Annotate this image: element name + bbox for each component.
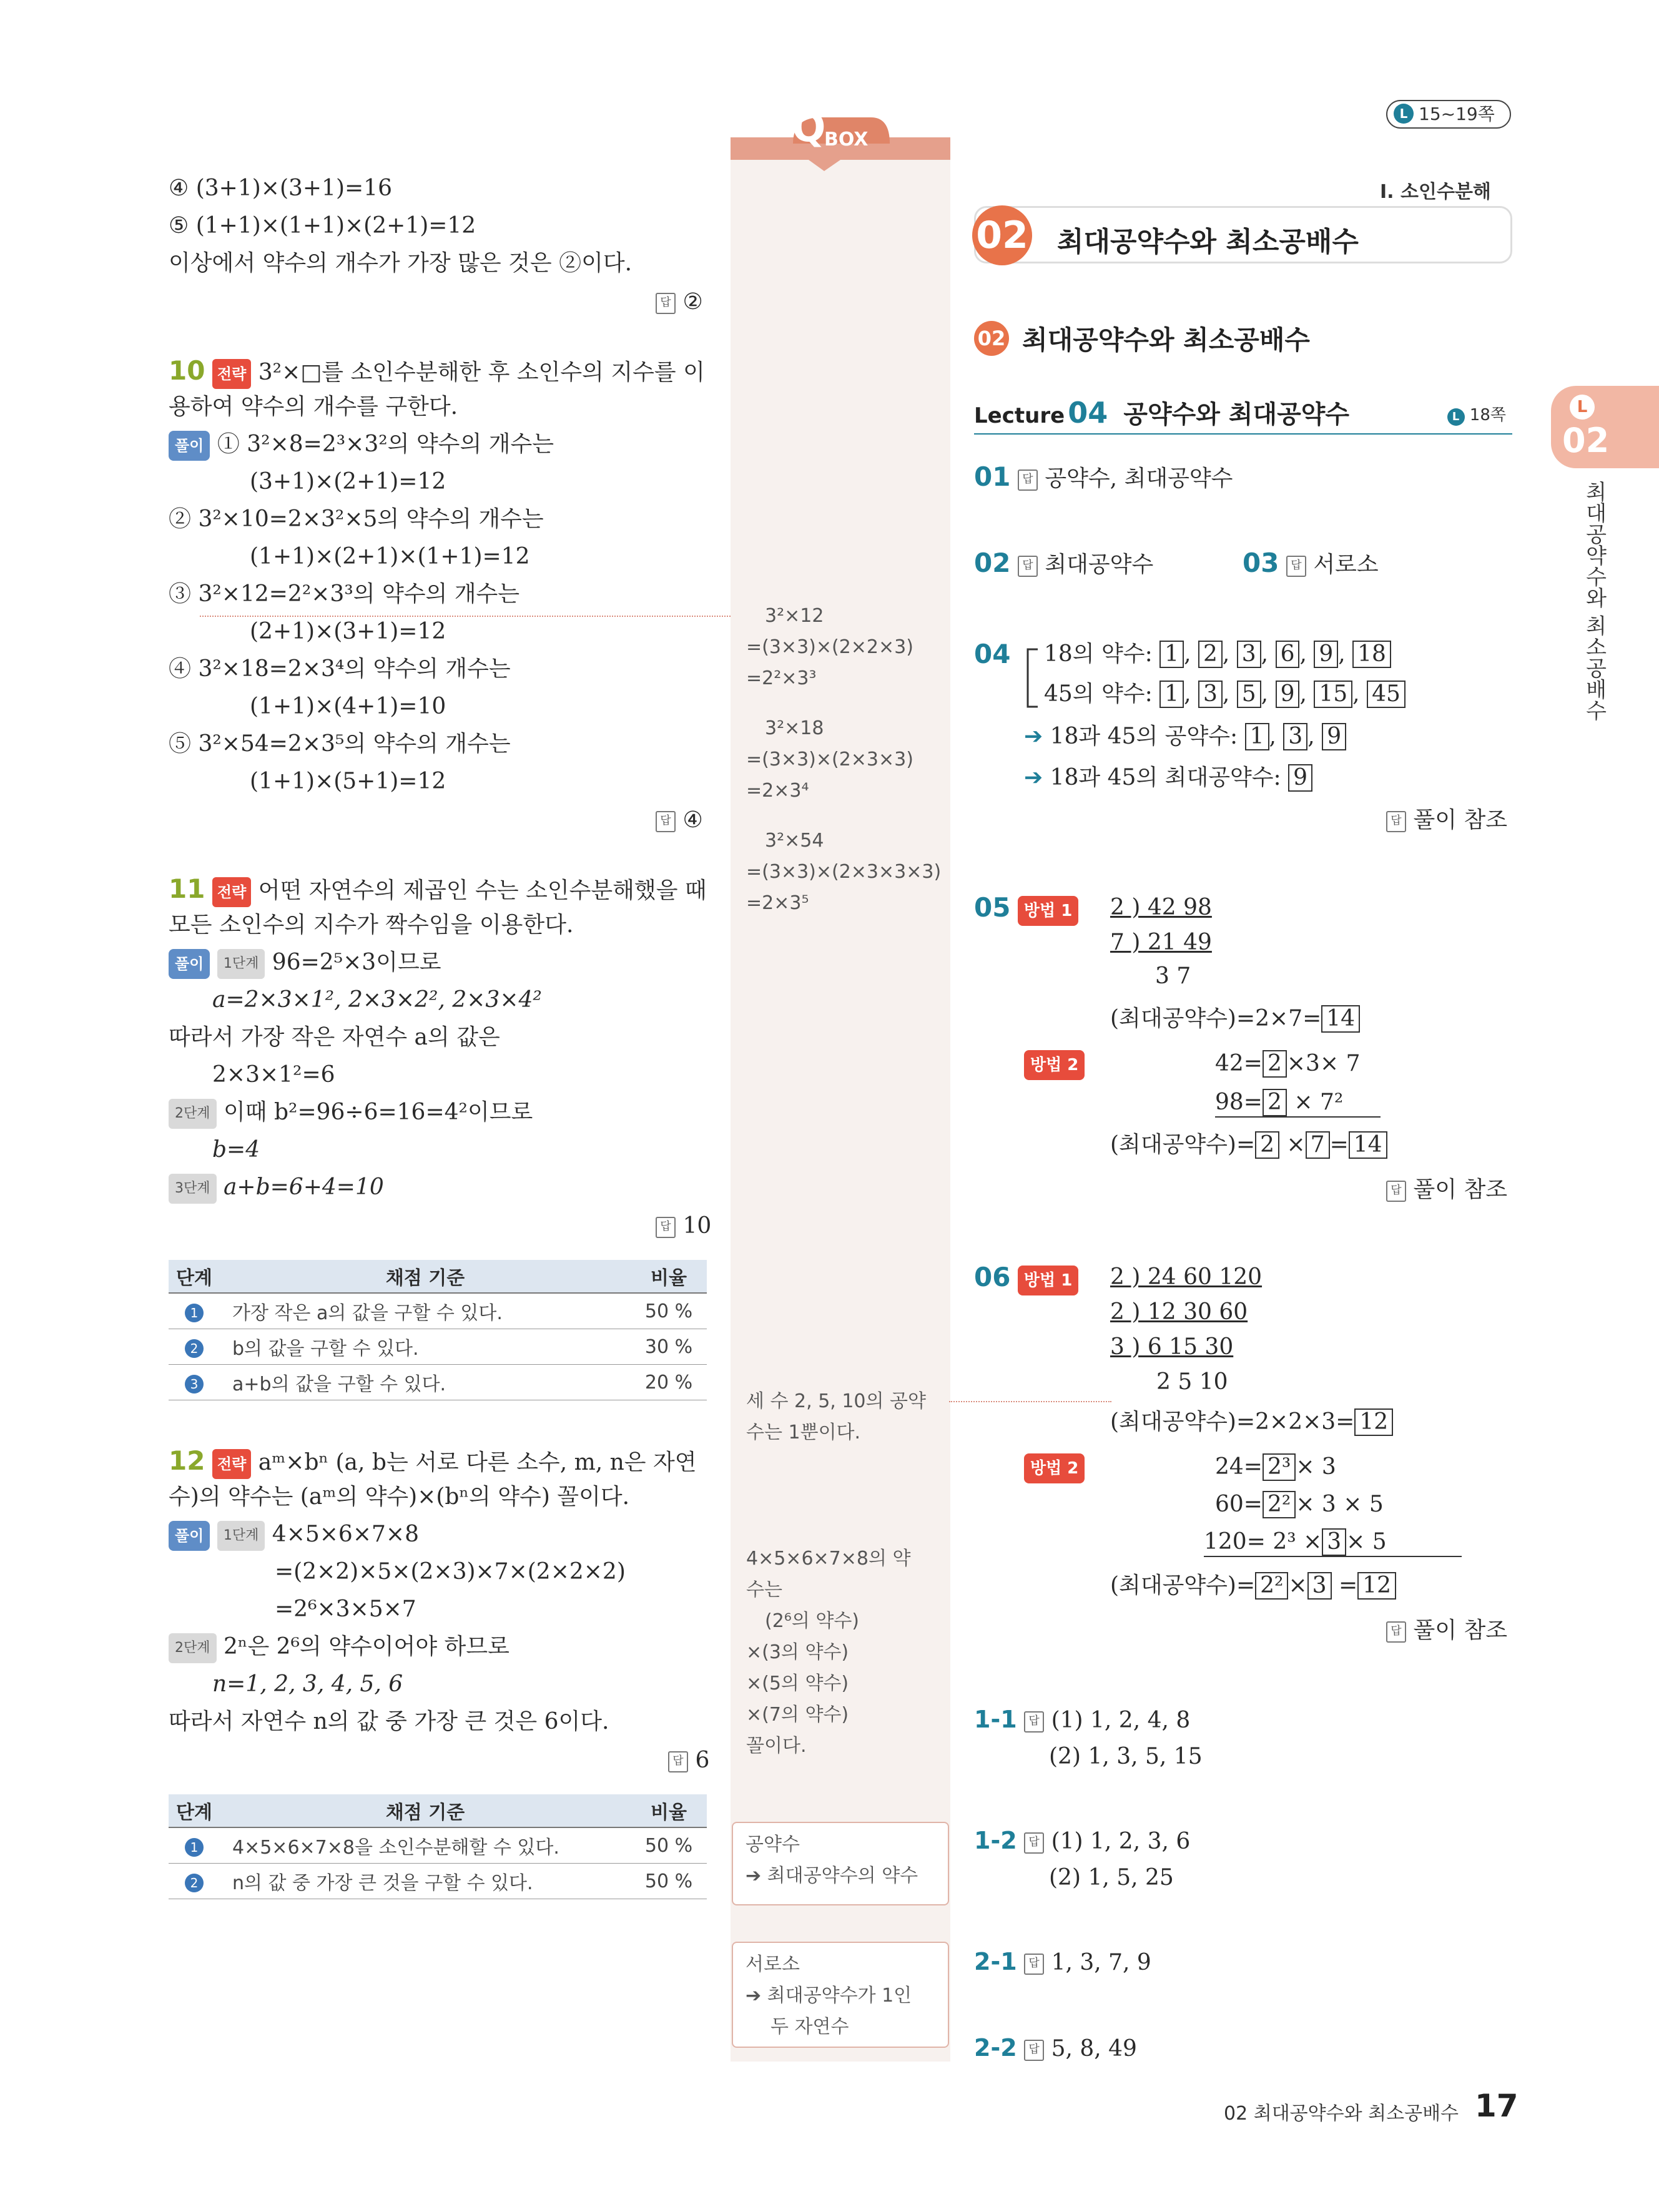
- answer-2-1: 2-1 답 1, 3, 7, 9: [974, 1948, 1151, 1975]
- bracket-icon: [1025, 647, 1039, 709]
- solution-line: 풀이 ① 3²×8=2³×3²의 약수의 개수는: [169, 431, 554, 461]
- division-line: 2 ) 42 98: [1110, 895, 1212, 920]
- gcd-result: (최대공약수)=2×7= 14: [1110, 1005, 1360, 1033]
- qbox-note-2: 3²×18 =(3×3)×(2×3×3) =2×3⁴: [746, 717, 913, 802]
- problem-10-strategy: 10 전략 3²×□를 소인수분해한 후 소인수의 지수를 이: [169, 357, 705, 389]
- method-tag: 방법 1: [1018, 896, 1078, 926]
- table-row: 1 가장 작은 a의 값을 구할 수 있다. 50 %: [169, 1293, 707, 1329]
- strategy-tag: 전략: [212, 877, 251, 907]
- qbox-column: [731, 145, 950, 2062]
- chapter-label: I. 소인수분해: [1380, 181, 1491, 203]
- see-solution: 답 풀이 참조: [1386, 1617, 1507, 1644]
- side-tab-num: 02: [1562, 421, 1610, 460]
- solution-line: 3단계 a+b=6+4=10: [169, 1174, 384, 1204]
- answer-1-1: 1-1 답 (1) 1, 2, 4, 8: [974, 1706, 1191, 1733]
- text-line: 모든 소인수의 지수가 짝수임을 이용한다.: [169, 912, 574, 938]
- answer-icon: 답: [1386, 1181, 1406, 1202]
- section-title: 최대공약수와 최소공배수: [1057, 226, 1359, 258]
- step-tag: 2단계: [169, 1633, 217, 1663]
- answer-icon: 답: [1024, 1711, 1044, 1733]
- answer-10: 답 ④: [656, 807, 703, 834]
- connector-line: [949, 1401, 1111, 1402]
- solution-line: 풀이 1단계 4×5×6×7×8: [169, 1521, 419, 1551]
- text-line: a=2×3×1², 2×3×2², 2×3×4²: [212, 987, 542, 1013]
- section-num-badge: 02: [972, 205, 1032, 265]
- lecture-page: L 18쪽: [1447, 402, 1506, 426]
- division-line: 2 ) 24 60 120: [1110, 1264, 1263, 1290]
- solution-line: 2단계 이때 b²=96÷6=16=4²이므로: [169, 1099, 533, 1129]
- text-line: n=1, 2, 3, 4, 5, 6: [212, 1671, 403, 1697]
- arrow-icon: ➔: [1024, 724, 1043, 749]
- page-ref-badge: [1386, 100, 1511, 129]
- common-divisors: ➔ 18과 45의 공약수: 1 , 3 , 9: [1024, 723, 1346, 750]
- text-line: (1+1)×(4+1)=10: [250, 694, 446, 719]
- text-line: 용하여 약수의 개수를 구한다.: [169, 394, 458, 420]
- text-line: =2⁶×3×5×7: [275, 1596, 416, 1622]
- factor-line: 24= 2³ × 3: [1215, 1454, 1336, 1480]
- scoring-table-12: 단계 채점 기준 비율 1 4×5×6×7×8을 소인수분해할 수 있다. 50 % 2 n의 값 중 가장 큰 것을 구할 수 있다. 50 %: [169, 1794, 707, 1899]
- text-line: 따라서 가장 작은 자연수 a의 값은: [169, 1025, 500, 1050]
- method-tag: 방법 2: [1024, 1453, 1085, 1483]
- text-line: (1+1)×(2+1)×(1+1)=12: [250, 544, 530, 569]
- strategy-tag: 전략: [212, 359, 251, 389]
- method-2: [1024, 1453, 1085, 1483]
- table-row: 3 a+b의 값을 구할 수 있다. 20 %: [169, 1365, 707, 1400]
- solution-tag: 풀이: [169, 1521, 210, 1551]
- divisors-45: 45의 약수: 1 , 3 , 5 , 9 , 15 , 45: [1044, 681, 1405, 708]
- strategy-tag: 전략: [212, 1449, 251, 1479]
- side-tab-text: 최대공약수와 최소공배수: [1582, 481, 1607, 721]
- gcd-result: (최대공약수)= 2² × 3 = 12: [1110, 1572, 1396, 1600]
- division-line: 7 ) 21 49: [1110, 930, 1212, 955]
- answer-11: 답 10: [656, 1212, 711, 1240]
- answer-icon: 답: [1386, 811, 1406, 832]
- side-tab[interactable]: [1551, 386, 1659, 468]
- text-line: ② 3²×10=2×3²×5의 약수의 개수는: [169, 506, 544, 532]
- qbox-tip-common-divisor: 공약수 ➔ 최대공약수의 약수: [732, 1822, 949, 1905]
- text-line: (1+1)×(5+1)=12: [250, 769, 446, 794]
- factor-line: 98= 2 × 7²: [1215, 1089, 1381, 1118]
- step-tag: 1단계: [217, 949, 265, 979]
- answer-2-2: 2-2 답 5, 8, 49: [974, 2034, 1137, 2062]
- subsection-num: 02: [974, 321, 1009, 356]
- lecture-header: [974, 395, 1512, 435]
- factor-line: 120= 2³ × 3 × 5: [1204, 1528, 1462, 1557]
- step-tag: 1단계: [217, 1521, 265, 1551]
- table-row: 2 n의 값 중 가장 큰 것을 구할 수 있다. 50 %: [169, 1864, 707, 1899]
- footer-title: 02 최대공약수와 최소공배수: [1224, 2103, 1459, 2125]
- qbox-title-q: Q: [792, 105, 826, 151]
- lecture-title: 공약수와 최대공약수: [1123, 400, 1350, 429]
- problem-number: 12: [169, 1445, 205, 1476]
- arrow-icon: ➔: [1024, 765, 1043, 790]
- answer-icon: 답: [1024, 1832, 1044, 1854]
- text-line: ⑤ 3²×54=2×3⁵의 약수의 개수는: [169, 731, 511, 757]
- solution-line: 풀이 1단계 96=2⁵×3이므로: [169, 949, 441, 979]
- text-line: =(2×2)×5×(2×3)×7×(2×2×2): [275, 1559, 626, 1585]
- method-tag: 방법 1: [1018, 1266, 1078, 1295]
- text-line: ⑤ (1+1)×(1+1)×(2+1)=12: [169, 213, 476, 238]
- scoring-table-11: 단계 채점 기준 비율 1 가장 작은 a의 값을 구할 수 있다. 50 % 2 b의 값을 구할 수 있다. 30 % 3 a+b의 값을 구할 수 있다. 20 %: [169, 1260, 707, 1400]
- side-tab-icon: L: [1570, 395, 1595, 420]
- step-tag: 2단계: [169, 1099, 217, 1129]
- step-tag: 3단계: [169, 1174, 217, 1204]
- table-row: 2 b의 값을 구할 수 있다. 30 %: [169, 1329, 707, 1365]
- gcd-18-45: ➔ 18과 45의 최대공약수: 9: [1024, 764, 1312, 792]
- problem-number: 10: [169, 355, 205, 386]
- text-line: (3+1)×(2+1)=12: [250, 469, 446, 494]
- answer-icon: 답: [656, 293, 676, 314]
- lecture-label: Lecture: [974, 403, 1065, 428]
- division-line: 2 ) 12 30 60: [1110, 1299, 1248, 1325]
- see-solution: 답 풀이 참조: [1386, 1176, 1507, 1204]
- answer-icon: 답: [656, 811, 676, 832]
- qbox-title-box: BOX: [824, 129, 869, 150]
- division-line: 3 7: [1155, 963, 1191, 989]
- text-line: ④ (3+1)×(3+1)=16: [169, 175, 392, 201]
- qbox-note-3: 3²×54 =(3×3)×(2×3×3×3) =2×3⁵: [746, 830, 942, 914]
- text-line: (2) 1, 5, 25: [1049, 1865, 1174, 1890]
- text-line: b=4: [212, 1137, 260, 1163]
- answer-02: 02 답 최대공약수: [974, 548, 1154, 578]
- question-05: 05 방법 1: [974, 894, 1078, 926]
- factor-line: 60= 2² × 3 × 5: [1215, 1492, 1384, 1517]
- text-line: 따라서 자연수 n의 값 중 가장 큰 것은 6이다.: [169, 1709, 609, 1734]
- text-line: ③ 3²×12=2²×3³의 약수의 개수는: [169, 581, 520, 607]
- text-line: (2) 1, 3, 5, 15: [1049, 1744, 1203, 1769]
- problem-11-strategy: 11 전략 어떤 자연수의 제곱인 수는 소인수분해했을 때: [169, 875, 707, 907]
- answer-icon: 답: [1024, 2040, 1044, 2061]
- answer-icon: 답: [1024, 1954, 1044, 1975]
- see-solution: 답 풀이 참조: [1386, 807, 1507, 834]
- text-line: (2+1)×(3+1)=12: [250, 619, 446, 644]
- solution-tag: 풀이: [169, 431, 210, 461]
- qbox-note-5: 4×5×6×7×8의 약 수는 (2⁶의 약수) ×(3의 약수) ×(5의 약수) ×(7의 약수) 꼴이다.: [746, 1548, 911, 1757]
- problem-12-strategy: 12 전략 aᵐ×bⁿ (a, b는 서로 다른 소수, m, n은 자연: [169, 1447, 697, 1479]
- answer-icon: 답: [668, 1751, 688, 1772]
- answer-9: 답 ②: [656, 288, 703, 316]
- answer-12: 답 6: [668, 1747, 709, 1774]
- answer-icon: 답: [1018, 556, 1038, 577]
- solution-line: 2단계 2ⁿ은 2⁶의 약수이어야 하므로: [169, 1633, 510, 1663]
- table-row: 1 4×5×6×7×8을 소인수분해할 수 있다. 50 %: [169, 1827, 707, 1864]
- text-line: 수)의 약수는 (aᵐ의 약수)×(bⁿ의 약수) 꼴이다.: [169, 1484, 630, 1510]
- lecture-icon: L: [1394, 104, 1414, 124]
- page-number: 17: [1475, 2088, 1519, 2124]
- text-line: ④ 3²×18=2×3⁴의 약수의 개수는: [169, 656, 511, 682]
- factor-line: 42= 2 ×3× 7: [1215, 1051, 1361, 1076]
- answer-1-2: 1-2 답 (1) 1, 2, 3, 6: [974, 1827, 1191, 1854]
- text-line: 이상에서 약수의 개수가 가장 많은 것은 ②이다.: [169, 250, 633, 276]
- qbox-note-4: 세 수 2, 5, 10의 공약 수는 1뿐이다.: [746, 1390, 927, 1443]
- lecture-icon: L: [1447, 408, 1465, 426]
- division-line: 2 5 10: [1156, 1369, 1228, 1395]
- solution-tag: 풀이: [169, 949, 210, 979]
- method-tag: 방법 2: [1024, 1050, 1085, 1080]
- answer-icon: 답: [1286, 556, 1306, 577]
- qbox-note-1: 3²×12 =(3×3)×(2×2×3) =2²×3³: [746, 605, 913, 689]
- section-banner: [974, 206, 1512, 263]
- method-2: [1024, 1050, 1085, 1080]
- divisors-18: 18의 약수: 1 , 2 , 3 , 6 , 9 , 18: [1044, 641, 1391, 668]
- answer-01: 01 답 공약수, 최대공약수: [974, 461, 1233, 492]
- subsection-title: 최대공약수와 최소공배수: [1022, 325, 1311, 355]
- answer-icon: 답: [656, 1217, 676, 1238]
- lecture-num: 04: [1068, 396, 1108, 430]
- text-line: 2×3×1²=6: [212, 1062, 335, 1088]
- question-06: 06 방법 1: [974, 1264, 1078, 1295]
- connector-line: [200, 616, 731, 617]
- page-ref: 15~19쪽: [1419, 104, 1495, 124]
- subsection-heading: [974, 320, 1310, 357]
- answer-icon: 답: [1018, 469, 1038, 491]
- question-04: 04: [974, 639, 1011, 669]
- problem-number: 11: [169, 873, 205, 904]
- answer-icon: 답: [1386, 1621, 1406, 1643]
- division-line: 3 ) 6 15 30: [1110, 1334, 1234, 1360]
- gcd-result: (최대공약수)= 2 × 7 = 14: [1110, 1131, 1387, 1159]
- qbox-tip-coprime: 서로소 ➔ 최대공약수가 1인 두 자연수: [732, 1942, 949, 2048]
- answer-03: 03 답 서로소: [1243, 548, 1379, 578]
- gcd-result: (최대공약수)=2×2×3= 12: [1110, 1408, 1393, 1436]
